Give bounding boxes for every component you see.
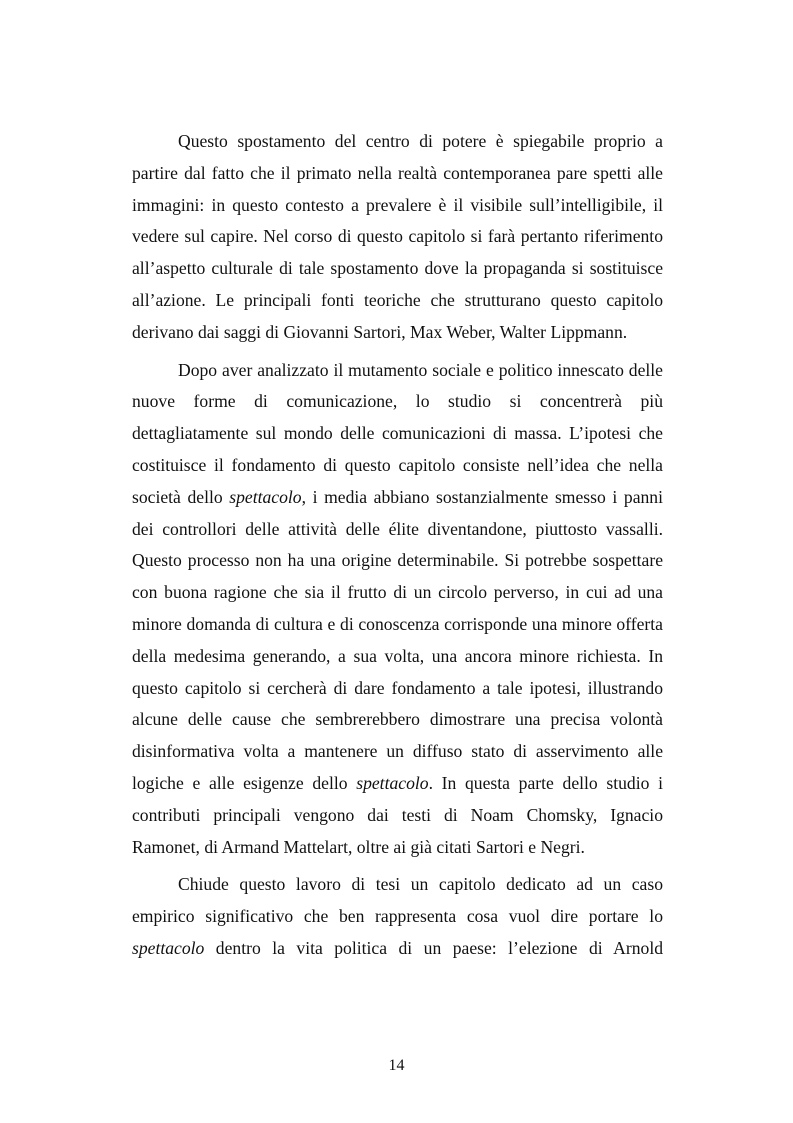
- paragraph-2-italic-spettacolo: spettacolo: [229, 486, 302, 507]
- paragraph-1-run-1: Questo spostamento del centro di potere è spiegabile proprio a partire dal fatto che il primato nella realtà contemporanea pare spetti alle immagini: in questo contesto a prevalere è il visibile sull’intelligibile, il vedere sul capire. Nel corso di questo capitolo si farà pertanto riferimento all’aspetto culturale di tale spostamento dove la propaganda si sostituisce all’azione. Le principali fonti teoriche che strutturano questo capitolo derivano dai saggi di Giovanni Sartori, Max Weber, Walter Lippmann.: [132, 131, 663, 342]
- paragraph-2-run-3: , i media abbiano sostanzialmente smesso i panni dei controllori delle attività delle élite diventandone, piuttosto vassalli. Questo processo non ha una origine determinabile. Si potrebbe sospettare con buona ragione che sia il frutto di un circolo perverso, in cui ad una minore domanda di cultura e di conoscenza corrisponde una minore offerta della medesima generando, a sua volta, una ancora minore richiesta. In questo capitolo si cercherà di dare fondamento a tale ipotesi, illustrando alcune delle cause che sembrerebbero dimostrare una precisa volontà disinformativa volta a mantenere un diffuso stato di asservimento alle logiche e alle esigenze dello: [132, 486, 663, 793]
- paragraph-3-run-3: dentro la vita politica di un paese: l’elezione di Arnold: [204, 937, 663, 958]
- page-number: 14: [388, 1057, 405, 1074]
- paragraph-1: [132, 126, 663, 349]
- paragraph-3-run-1: Chiude questo lavoro di tesi un capitolo dedicato ad un caso empirico significativo che ben rappresenta cosa vuol dire portare lo: [132, 874, 663, 927]
- paragraph-2-run-5: . In questa parte dello studio i contributi principali vengono dai testi di Noam Chomsky, Ignacio Ramonet, di Armand Mattelart, oltre ai già citati Sartori e Negri.: [132, 772, 663, 857]
- paragraph-3: [132, 869, 663, 964]
- document-body: [132, 126, 663, 971]
- paragraph-3-italic-spettacolo: spettacolo: [132, 937, 205, 958]
- paragraph-2: [132, 355, 663, 864]
- paragraph-2-run-1: Dopo aver analizzato il mutamento sociale e politico innescato delle nuove forme di comunicazione, lo studio si concentrerà più dettagliatamente sul mondo delle comunicazioni di massa. L’ipotesi che costituisce il fondamento di questo capitolo consiste nell’idea che nella società dello: [132, 359, 663, 507]
- paragraph-2-italic-spettacolo-2: spettacolo: [356, 772, 429, 793]
